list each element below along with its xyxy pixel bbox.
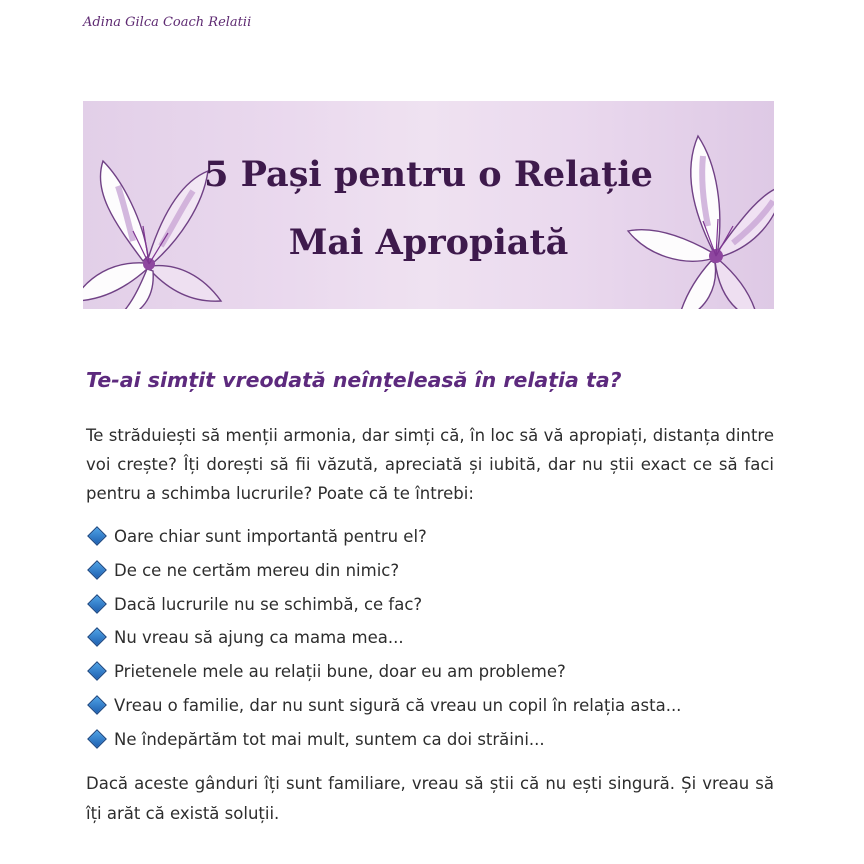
- blue-diamond-icon: [87, 627, 107, 647]
- list-item: [86, 556, 774, 590]
- list-item: [86, 657, 774, 691]
- list-item-text: Ne îndepărtăm tot mai mult, suntem ca doi străini...: [114, 729, 545, 749]
- list-item-text: Prietenele mele au relații bune, doar eu am probleme?: [114, 662, 566, 682]
- questions-list: [86, 522, 774, 759]
- list-item-text: Dacă lucrurile nu se schimbă, ce fac?: [114, 594, 423, 614]
- list-item-text: Oare chiar sunt importantă pentru el?: [114, 527, 427, 546]
- list-item-text: De ce ne certăm mereu din nimic?: [114, 560, 400, 580]
- closing-paragraph: Dacă aceste gânduri îți sunt familiare, vreau să știi că nu ești singură. Și vreau să îți arăt că există soluții.: [86, 774, 774, 823]
- list-item: [86, 590, 774, 624]
- list-item-text: Nu vreau să ajung ca mama mea...: [114, 628, 404, 648]
- blue-diamond-icon: [87, 594, 107, 614]
- banner-title-line-2: Mai Apropiată: [288, 222, 569, 263]
- list-item: [86, 522, 774, 556]
- blue-diamond-icon: [87, 560, 107, 580]
- section-heading: Te-ai simțit vreodată neînțeleasă în relația ta?: [86, 368, 622, 392]
- site-brand[interactable]: Adina Gilca Coach Relatii: [83, 15, 252, 30]
- blue-diamond-icon: [87, 729, 107, 749]
- banner-title-line-1: 5 Pași pentru o Relație: [204, 154, 653, 195]
- blue-diamond-icon: [87, 526, 107, 546]
- list-item: [86, 725, 774, 759]
- hero-banner: [83, 101, 774, 309]
- banner-title: [83, 141, 774, 277]
- list-item: [86, 691, 774, 725]
- blue-diamond-icon: [87, 661, 107, 681]
- intro-paragraph: Te străduiești să menții armonia, dar simți că, în loc să vă apropiați, distanța dintre voi crește? Îți dorești să fii văzută, apreciată și iubită, dar nu știi exact ce să faci pentru a schimba lucrurile? Poate că te întrebi:: [86, 426, 774, 503]
- list-item-text: Vreau o familie, dar nu sunt sigură că vreau un copil în relația asta...: [114, 695, 682, 715]
- list-item: [86, 623, 774, 657]
- blue-diamond-icon: [87, 695, 107, 715]
